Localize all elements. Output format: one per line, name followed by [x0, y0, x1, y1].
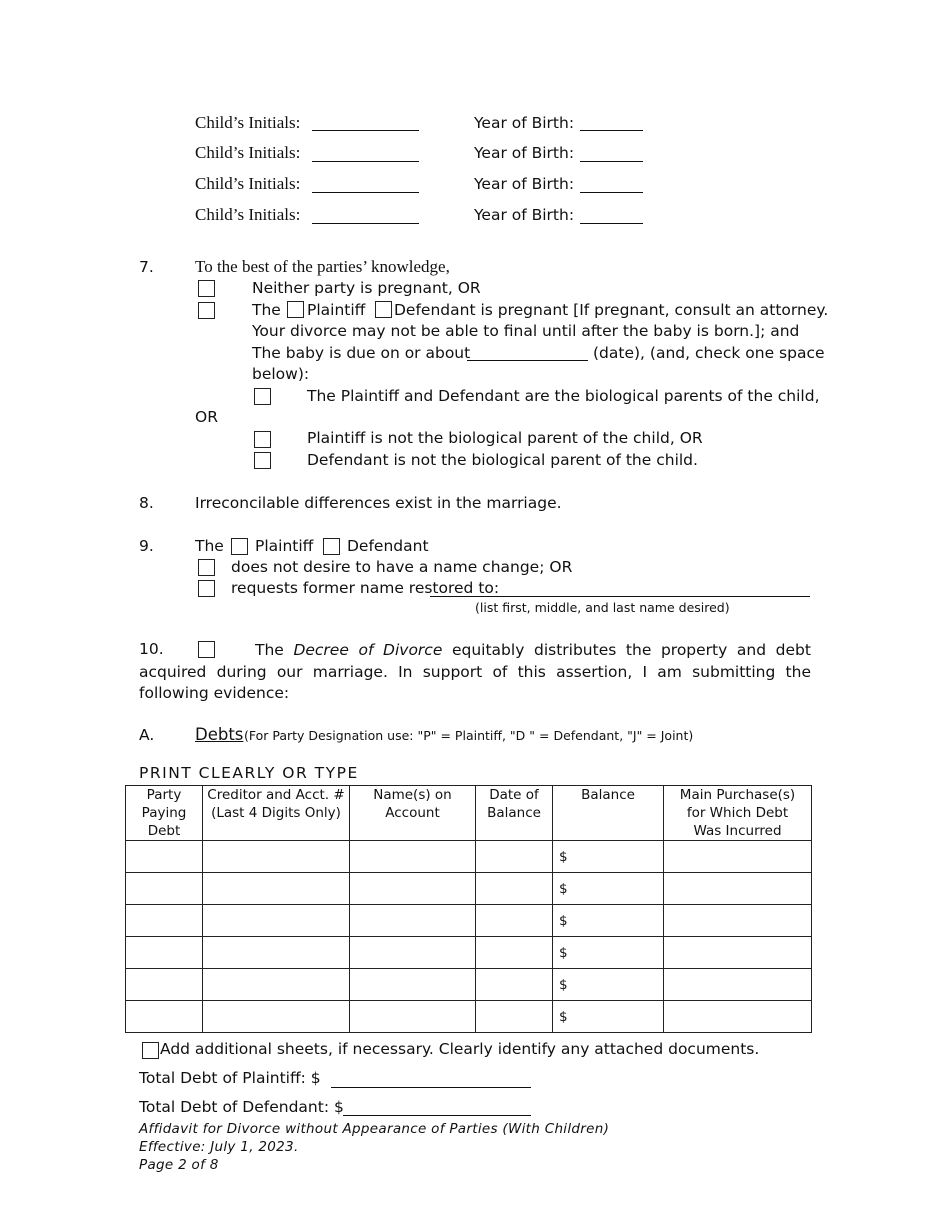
debts-header-row	[126, 786, 812, 841]
date-of-balance-cell[interactable]	[476, 1001, 553, 1033]
plaintiff-not-parent-checkbox[interactable]	[254, 431, 271, 448]
due-date-prefix: The baby is due on or about	[252, 344, 471, 362]
header-balance: Balance	[553, 786, 664, 841]
party-designation-note: (For Party Designation use: "P" = Plaintiff, "D " = Defendant, "J" = Joint)	[244, 728, 694, 743]
child-initials-field-3[interactable]	[312, 192, 419, 193]
debt-row	[126, 969, 812, 1001]
item-9-number: 9.	[139, 537, 154, 555]
creditor-cell[interactable]	[203, 969, 350, 1001]
header-party-paying: Party Paying Debt	[126, 786, 203, 841]
additional-sheets-checkbox[interactable]	[142, 1042, 159, 1059]
creditor-cell[interactable]	[203, 905, 350, 937]
year-of-birth-field-3[interactable]	[580, 192, 643, 193]
date-of-balance-cell[interactable]	[476, 937, 553, 969]
name-defendant-label: Defendant	[347, 537, 429, 555]
no-name-change-label: does not desire to have a name change; OR	[231, 558, 573, 576]
defendant-not-parent-label: Defendant is not the biological parent of the child.	[307, 451, 698, 469]
debt-row	[126, 841, 812, 873]
date-of-balance-cell[interactable]	[476, 873, 553, 905]
party-paying-cell[interactable]	[126, 969, 203, 1001]
additional-sheets-label: Add additional sheets, if necessary. Clearly identify any attached documents.	[160, 1040, 760, 1058]
date-of-balance-cell[interactable]	[476, 969, 553, 1001]
plaintiff-pregnant-checkbox[interactable]	[287, 301, 304, 318]
currency-symbol: $	[559, 976, 568, 993]
year-of-birth-label-3: Year of Birth:	[474, 175, 575, 193]
balance-cell[interactable]	[553, 873, 664, 905]
pregnancy-warning: Your divorce may not be able to final until after the baby is born.]; and	[252, 322, 800, 340]
due-date-field[interactable]	[467, 360, 588, 361]
restore-name-label: requests former name restored to:	[231, 579, 500, 597]
year-of-birth-label-1: Year of Birth:	[474, 114, 575, 132]
creditor-cell[interactable]	[203, 841, 350, 873]
date-of-balance-cell[interactable]	[476, 905, 553, 937]
currency-symbol: $	[559, 1008, 568, 1025]
restore-name-checkbox[interactable]	[198, 580, 215, 597]
debt-row	[126, 1001, 812, 1033]
balance-cell[interactable]	[553, 969, 664, 1001]
creditor-cell[interactable]	[203, 873, 350, 905]
names-on-account-cell[interactable]	[350, 1001, 476, 1033]
no-name-change-checkbox[interactable]	[198, 559, 215, 576]
party-paying-cell[interactable]	[126, 937, 203, 969]
debts-table	[125, 785, 812, 1033]
item-10-number: 10.	[139, 640, 164, 658]
child-initials-label-3: Child’s Initials:	[195, 174, 301, 193]
footer-page: Page 2 of 8	[139, 1157, 219, 1173]
year-of-birth-field-1[interactable]	[580, 130, 643, 131]
former-name-hint: (list first, middle, and last name desired)	[475, 600, 730, 615]
party-paying-cell[interactable]	[126, 841, 203, 873]
main-purchase-cell[interactable]	[664, 969, 812, 1001]
or-label: OR	[195, 408, 218, 426]
party-paying-cell[interactable]	[126, 1001, 203, 1033]
due-date-suffix: (date), (and, check one space	[593, 344, 825, 362]
neither-pregnant-checkbox[interactable]	[198, 280, 215, 297]
balance-cell[interactable]	[553, 937, 664, 969]
names-on-account-cell[interactable]	[350, 841, 476, 873]
total-defendant-label: Total Debt of Defendant: $	[139, 1098, 344, 1116]
names-on-account-cell[interactable]	[350, 905, 476, 937]
footer-title: Affidavit for Divorce without Appearance of Parties (With Children)	[139, 1121, 610, 1137]
date-of-balance-cell[interactable]	[476, 841, 553, 873]
section-a-title: Debts	[195, 725, 244, 744]
total-defendant-field[interactable]	[343, 1115, 531, 1116]
bio-parents-checkbox[interactable]	[254, 388, 271, 405]
item-7-intro: To the best of the parties’ knowledge,	[195, 257, 450, 276]
child-initials-label-2: Child’s Initials:	[195, 143, 301, 162]
plaintiff-not-parent-label: Plaintiff is not the biological parent of the child, OR	[307, 429, 703, 447]
bio-parents-label: The Plaintiff and Defendant are the biological parents of the child,	[307, 387, 820, 405]
debt-row	[126, 873, 812, 905]
main-purchase-cell[interactable]	[664, 937, 812, 969]
header-creditor: Creditor and Acct. # (Last 4 Digits Only)	[203, 786, 350, 841]
main-purchase-cell[interactable]	[664, 1001, 812, 1033]
item-8-number: 8.	[139, 494, 154, 512]
party-paying-cell[interactable]	[126, 905, 203, 937]
neither-pregnant-label: Neither party is pregnant, OR	[252, 279, 481, 297]
defendant-pregnant-label: Defendant is pregnant [If pregnant, consult an attorney.	[394, 301, 829, 319]
balance-cell[interactable]	[553, 905, 664, 937]
defendant-not-parent-checkbox[interactable]	[254, 452, 271, 469]
child-initials-label-4: Child’s Initials:	[195, 205, 301, 224]
party-pregnant-checkbox[interactable]	[198, 302, 215, 319]
currency-symbol: $	[559, 912, 568, 929]
section-a-letter: A.	[139, 726, 155, 744]
year-of-birth-label-4: Year of Birth:	[474, 206, 575, 224]
creditor-cell[interactable]	[203, 1001, 350, 1033]
print-clearly-label: PRINT CLEARLY OR TYPE	[139, 764, 359, 782]
header-date-of-balance: Date of Balance	[476, 786, 553, 841]
former-name-field[interactable]	[430, 596, 810, 597]
party-paying-cell[interactable]	[126, 873, 203, 905]
item-7-number: 7.	[139, 258, 154, 276]
defendant-pregnant-checkbox[interactable]	[375, 301, 392, 318]
total-plaintiff-field[interactable]	[331, 1087, 531, 1088]
child-initials-field-4[interactable]	[312, 223, 419, 224]
total-plaintiff-label: Total Debt of Plaintiff: $	[139, 1069, 321, 1087]
names-on-account-cell[interactable]	[350, 873, 476, 905]
balance-cell[interactable]	[553, 1001, 664, 1033]
header-names-on-account: Name(s) on Account	[350, 786, 476, 841]
currency-symbol: $	[559, 880, 568, 897]
main-purchase-cell[interactable]	[664, 841, 812, 873]
names-on-account-cell[interactable]	[350, 937, 476, 969]
balance-cell[interactable]	[553, 841, 664, 873]
header-main-purchase: Main Purchase(s) for Which Debt Was Incurred	[664, 786, 812, 841]
item-8-text: Irreconcilable differences exist in the marriage.	[195, 494, 562, 512]
name-plaintiff-checkbox[interactable]	[231, 538, 248, 555]
name-defendant-checkbox[interactable]	[323, 538, 340, 555]
child-initials-label-1: Child’s Initials:	[195, 113, 301, 132]
plaintiff-label: Plaintiff	[307, 301, 366, 319]
year-of-birth-label-2: Year of Birth:	[474, 144, 575, 162]
name-plaintiff-label: Plaintiff	[255, 537, 314, 555]
year-of-birth-field-2[interactable]	[580, 161, 643, 162]
debt-row	[126, 937, 812, 969]
decree-title: Decree of Divorce	[293, 641, 443, 659]
check-below-label: below):	[252, 365, 310, 383]
creditor-cell[interactable]	[203, 937, 350, 969]
item-10-text: The Decree of Divorce equitably distributes the property and debt acquired during our marriage. In support of this assertion, I am submitting the following evidence:	[139, 641, 811, 702]
main-purchase-cell[interactable]	[664, 905, 812, 937]
currency-symbol: $	[559, 944, 568, 961]
currency-symbol: $	[559, 848, 568, 865]
main-purchase-cell[interactable]	[664, 873, 812, 905]
child-initials-field-2[interactable]	[312, 161, 419, 162]
debt-row	[126, 905, 812, 937]
item-9-the: The	[195, 537, 224, 555]
child-initials-field-1[interactable]	[312, 130, 419, 131]
the-label: The	[252, 301, 281, 319]
year-of-birth-field-4[interactable]	[580, 223, 643, 224]
footer-effective: Effective: July 1, 2023.	[139, 1139, 299, 1155]
names-on-account-cell[interactable]	[350, 969, 476, 1001]
